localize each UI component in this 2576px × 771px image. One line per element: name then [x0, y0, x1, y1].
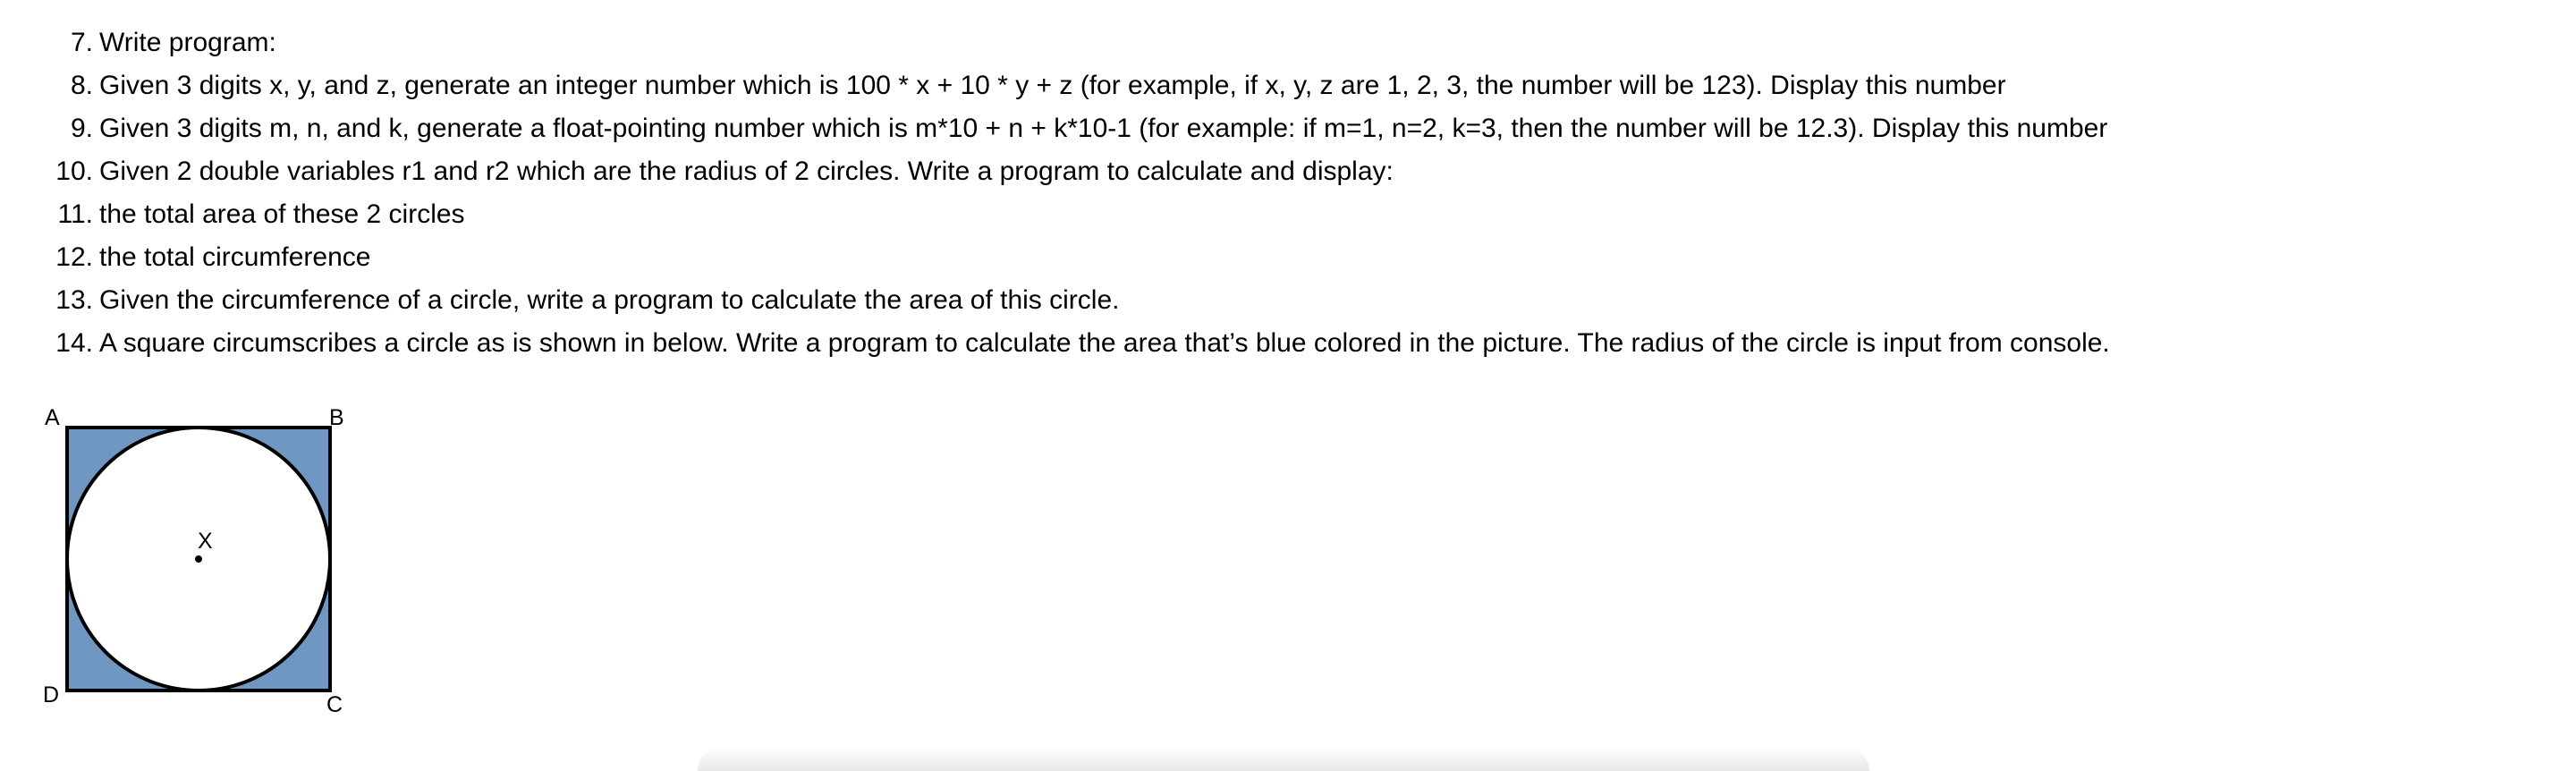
- item-text: A square circumscribes a circle as is shown in below. Write a program to calculate the area that’s blue colored in the picture. The radius of the circle is input from console.: [99, 328, 2110, 358]
- bottom-shadow: [698, 747, 1869, 771]
- item-text: Given 2 double variables r1 and r2 which are the radius of 2 circles. Write a program to calculate and display:: [99, 157, 1394, 186]
- item-text: the total area of these 2 circles: [99, 199, 465, 229]
- item-text: Given 3 digits x, y, and z, generate an integer number which is 100 * x + 10 * y + z (for example, if x, y, z are 1, 2, 3, the number will be 123). Display this number: [99, 71, 2006, 100]
- list-item-12: [0, 236, 370, 279]
- diagram-svg: [36, 401, 358, 714]
- item-number: 9.: [70, 114, 93, 143]
- list-item-11: [0, 193, 465, 236]
- item-text: the total circumference: [99, 242, 371, 272]
- vertex-label-b: B: [329, 405, 344, 430]
- vertex-label-d: D: [43, 682, 60, 707]
- item-number: 13.: [55, 285, 93, 315]
- list-item-14: [0, 322, 2110, 365]
- item-number: 10.: [55, 157, 93, 186]
- list-item-13: [0, 279, 1119, 322]
- item-number: 11.: [57, 199, 93, 229]
- item-text: Given 3 digits m, n, and k, generate a float-pointing number which is m*10 + n + k*10-1 (for example: if m=1, n=2, k=3, then the number will be 12.3). Display this number: [99, 114, 2108, 143]
- list-item-8: [0, 64, 2006, 107]
- vertex-label-c: C: [326, 692, 343, 714]
- item-text: Write program:: [99, 28, 276, 57]
- center-point: [195, 555, 202, 563]
- list-item-7: [0, 21, 276, 64]
- square-circle-diagram: [36, 401, 358, 714]
- item-number: 8.: [70, 71, 93, 100]
- center-label-x: X: [198, 529, 213, 554]
- item-number: 7.: [70, 28, 93, 57]
- list-item-9: [0, 107, 2107, 150]
- vertex-label-a: A: [45, 405, 60, 430]
- item-text: Given the circumference of a circle, write a program to calculate the area of this circle.: [99, 285, 1120, 315]
- item-number: 14.: [55, 328, 93, 358]
- list-item-10: [0, 150, 1394, 193]
- item-number: 12.: [55, 242, 93, 272]
